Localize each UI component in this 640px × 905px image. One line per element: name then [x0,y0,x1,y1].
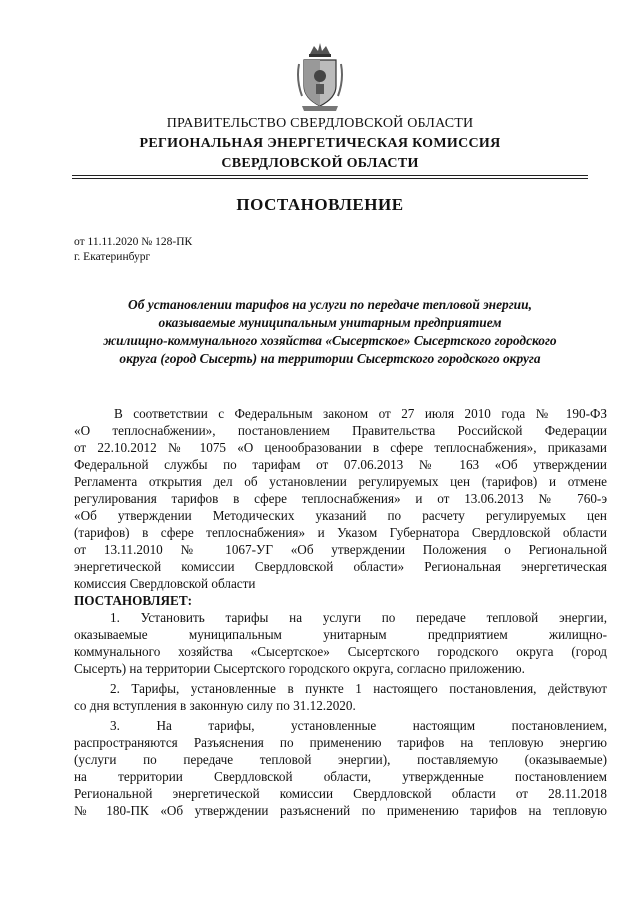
title-line: Об установлении тарифов на услуги по передаче тепловой энергии, [128,297,532,312]
preamble-line: от 22.10.2012 № 1075 «О ценообразовании в сфере теплоснабжения», приказами [74,440,607,455]
preamble-line: комиссия Свердловской области [74,576,256,591]
preamble-line: от 13.11.2010 № 1067-УГ «Об утверждении Положения о Региональной [74,542,607,557]
title-line: оказываемые муниципальным унитарным предприятием [158,315,502,330]
preamble-line: Федеральной службы по тарифам от 07.06.2013 № 163 «Об утверждении [74,457,607,472]
item-1-line: 1. Установить тарифы на услуги по передаче тепловой энергии, [110,610,607,625]
preamble-line: (тарифов) в сфере теплоснабжения» и Указом Губернатора Свердловской области [74,525,607,540]
document-date-number: от 11.11.2020 № 128-ПК [74,236,193,248]
item-3-line: на территории Свердловской области, утвержденные постановлением [74,769,607,784]
item-3-line: 3. На тарифы, установленные настоящим постановлением, [110,718,607,733]
preamble-line: регулирования тарифов в сфере теплоснабжения» и от 13.06.2013 № 760-э [74,491,607,506]
title-line: жилищно-коммунального хозяйства «Сысертское» Сысертского городского [103,333,557,348]
coat-of-arms-icon [296,40,344,114]
header-rule-top [72,175,588,176]
preamble-line: энергетической комиссии Свердловской области» Региональная энергетическая [74,559,607,574]
document-title [70,296,590,368]
commission-name-line2: СВЕРДЛОВСКОЙ ОБЛАСТИ [221,156,419,171]
resolves-heading: ПОСТАНОВЛЯЕТ: [74,593,193,608]
header-rule-bottom [72,178,588,179]
item-1-line: коммунального хозяйства «Сысертское» Сысертского городского округа (город [74,644,607,659]
document-type: ПОСТАНОВЛЕНИЕ [236,195,404,214]
item-3-line: Региональной энергетической комиссии Свердловской области от 28.11.2018 [74,786,607,801]
item-1-line: Сысерть) на территории Сысертского городского округа, согласно приложению. [74,661,525,676]
preamble-line: В соответствии с Федеральным законом от 27 июля 2010 года № 190-ФЗ [114,406,607,421]
item-3-line: распространяются Разъяснения по применению тарифов на тепловую энергию [74,735,607,750]
item-1-line: оказываемые муниципальным унитарным предприятием жилищно- [74,627,607,642]
document-body [74,405,607,819]
government-name: ПРАВИТЕЛЬСТВО СВЕРДЛОВСКОЙ ОБЛАСТИ [166,116,474,131]
preamble-line: Регламента открытия дел об установлении регулируемых цен (тарифов) и отмене [74,474,607,489]
preamble-line: «Об утверждении Методических указаний по расчету регулируемых цен [74,508,607,523]
preamble-line: «О теплоснабжении», постановлением Правительства Российской Федерации [74,423,607,438]
item-3-line: № 180-ПК «Об утверждении разъяснений по применению тарифов на тепловую [74,803,607,818]
title-line: округа (город Сысерть) на территории Сысертского городского округа [119,351,541,366]
document-city: г. Екатеринбург [74,251,151,263]
item-2-line: 2. Тарифы, установленные в пункте 1 настоящего постановления, действуют [110,681,607,696]
item-2-line: со дня вступления в законную силу по 31.12.2020. [74,698,356,713]
item-3-line: (услуги по передаче тепловой энергии), поставляемую (оказываемые) [74,752,607,767]
commission-name-line1: РЕГИОНАЛЬНАЯ ЭНЕРГЕТИЧЕСКАЯ КОМИССИЯ [139,136,501,151]
